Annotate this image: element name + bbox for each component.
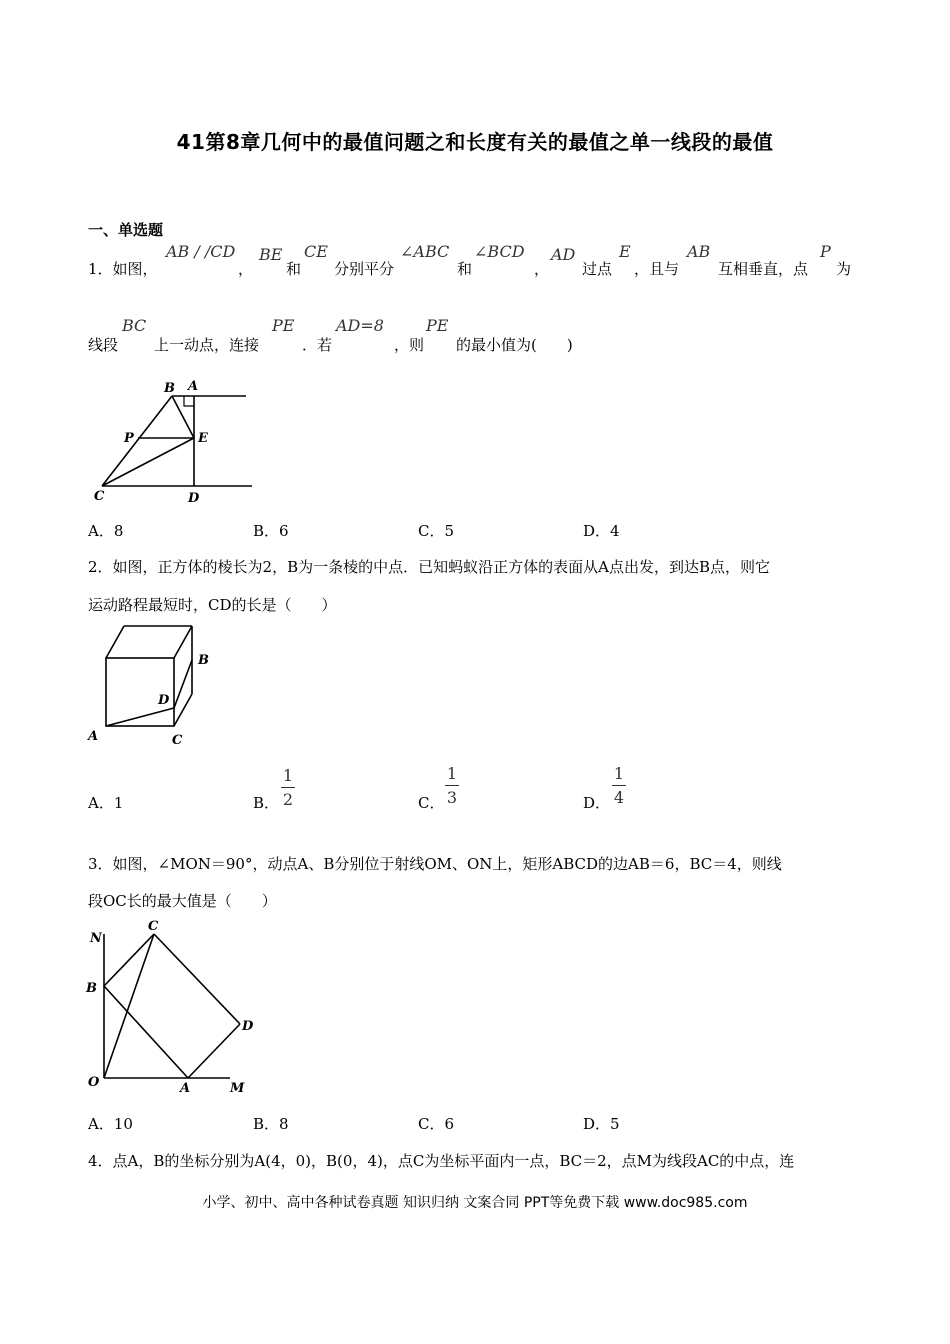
q1-label-p: P (124, 431, 134, 446)
q1-option-c[interactable]: C．5 (418, 522, 455, 540)
fraction-denominator: 3 (446, 788, 458, 807)
q3-label-o: O (88, 1075, 100, 1090)
q1-figure (88, 378, 268, 506)
q2-label-c: C (172, 733, 183, 748)
q3-option-b[interactable]: B．8 (253, 1115, 289, 1133)
q3-label-b: B (86, 981, 97, 996)
q3-figure (84, 914, 264, 1100)
q1-text: 分别平分 (334, 260, 395, 278)
fraction-numerator: 1 (613, 764, 625, 783)
q1-math-ab-parallel-cd: AB / /CD (166, 242, 236, 261)
q1-math-pe: PE (272, 316, 295, 335)
page-footer: 小学、初中、高中各种试卷真题 知识归纳 文案合同 PPT等免费下载 www.doc985.com (202, 1195, 748, 1211)
fraction-denominator: 2 (282, 790, 294, 809)
q2-option-c-fraction (445, 764, 459, 807)
q1-option-b[interactable]: B．6 (253, 522, 289, 540)
q2-label-a: A (88, 729, 99, 744)
q2-label-d: D (158, 693, 170, 708)
q1-text: 上一动点，连接 (154, 336, 260, 354)
fraction-bar (281, 787, 295, 788)
q1-math-p: P (820, 242, 831, 261)
q1-math-bc: BC (122, 316, 147, 335)
q4-line-1: 4．点A，B的坐标分别为A(4，0)，B(0，4)，点C为坐标平面内一点，BC＝2，点M为线段AC的中点，连 (88, 1152, 795, 1170)
q2-line-1: 2．如图，正方体的棱长为2，B为一条棱的中点．已知蚂蚁沿正方体的表面从A点出发，到达B点，则它 (88, 558, 770, 576)
q1-label-a: A (188, 379, 199, 394)
q1-text: ， (534, 260, 550, 278)
q3-label-a: A (180, 1081, 191, 1096)
q3-label-m: M (230, 1081, 245, 1096)
q3-option-a[interactable]: A．10 (88, 1115, 133, 1133)
q1-math-ad-8: AD=8 (336, 316, 384, 335)
q3-line-1: 3．如图，∠MON＝90°，动点A、B分别位于射线OM、ON上，矩形ABCD的边AB＝6，BC＝4，则线 (88, 855, 782, 873)
q1-label-c: C (94, 489, 105, 504)
q1-number: 1．如图， (88, 260, 158, 278)
q1-option-d[interactable]: D．4 (583, 522, 620, 540)
q1-math-ad: AD (551, 245, 576, 264)
q1-text: ．若 (302, 336, 333, 354)
q1-text: 为 (836, 260, 852, 278)
q2-option-c[interactable]: C． (418, 794, 445, 812)
q2-option-b[interactable]: B． (253, 794, 280, 812)
fraction-bar (445, 785, 459, 786)
q1-text: ，且与 (634, 260, 680, 278)
q1-math-be: BE (259, 245, 283, 264)
fraction-numerator: 1 (446, 764, 458, 783)
q2-option-a[interactable]: A．1 (88, 794, 124, 812)
q2-line-2: 运动路程最短时，CD的长是（ ） (88, 596, 337, 614)
q3-line-2: 段OC长的最大值是（ ） (88, 892, 277, 910)
q1-text: 过点 (582, 260, 613, 278)
section-heading: 一、单选题 (88, 221, 164, 239)
q1-text: 和 (286, 260, 302, 278)
q2-option-d[interactable]: D． (583, 794, 611, 812)
q3-label-n: N (90, 931, 102, 946)
q3-label-d: D (242, 1019, 254, 1034)
q1-label-e: E (198, 431, 208, 446)
q1-math-pe2: PE (426, 316, 449, 335)
q1-text: 的最小值为( ) (456, 336, 573, 354)
fraction-denominator: 4 (613, 788, 625, 807)
q3-option-c[interactable]: C．6 (418, 1115, 455, 1133)
q2-label-b: B (198, 653, 209, 668)
q1-math-ab: AB (687, 242, 711, 261)
q3-option-d[interactable]: D．5 (583, 1115, 620, 1133)
q2-option-b-fraction (281, 766, 295, 809)
q1-math-angle-bcd: ∠BCD (474, 242, 525, 261)
q1-math-e: E (619, 242, 631, 261)
q1-text: 线段 (88, 336, 119, 354)
q1-text: ，则 (394, 336, 425, 354)
fraction-bar (612, 785, 626, 786)
q1-text: 互相垂直，点 (718, 260, 809, 278)
q1-math-angle-abc: ∠ABC (400, 242, 450, 261)
page-title: 41第8章几何中的最值问题之和长度有关的最值之单一线段的最值 (176, 130, 774, 154)
q1-text: 和 (457, 260, 473, 278)
q2-option-d-fraction (612, 764, 626, 807)
q1-math-ce: CE (304, 242, 328, 261)
q2-cube-figure (84, 620, 224, 750)
q1-label-d: D (188, 491, 200, 506)
fraction-numerator: 1 (282, 766, 294, 785)
q1-label-b: B (164, 381, 175, 396)
q1-text: ， (238, 260, 254, 278)
q3-label-c: C (148, 919, 159, 934)
q1-option-a[interactable]: A．8 (88, 522, 124, 540)
